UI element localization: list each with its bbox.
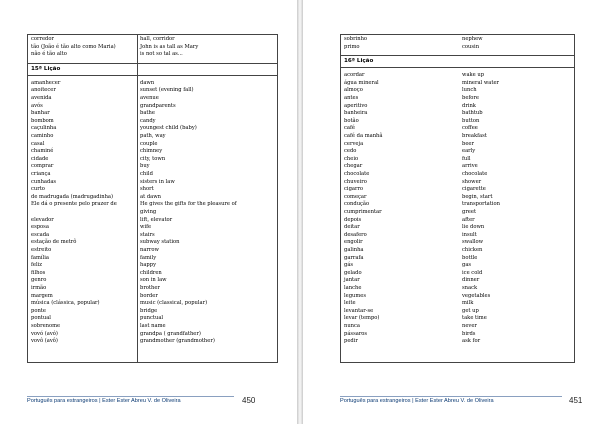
term-portuguese: cigarro	[344, 186, 364, 193]
term-english: gas	[462, 262, 472, 269]
term-english: subway station	[140, 239, 180, 246]
term-english: take time	[462, 315, 487, 322]
page-number: 451	[569, 396, 583, 405]
term-portuguese: chegar	[344, 163, 363, 170]
term-portuguese: escada	[31, 231, 50, 238]
term-portuguese: de madrugada (madrugadinha)	[31, 193, 114, 200]
term-english: dawn	[140, 79, 155, 86]
term-english: full	[462, 155, 471, 162]
term-english: sunset (evening fall)	[140, 87, 194, 94]
term-portuguese: galinha	[344, 247, 364, 253]
term-portuguese: cerveja	[344, 140, 364, 147]
term-portuguese: pedir	[344, 338, 358, 345]
term-portuguese: banhar	[31, 110, 50, 117]
term-portuguese: leite	[344, 300, 356, 307]
term-portuguese: levar (tempo)	[344, 315, 380, 322]
term-portuguese: música (clássica, popular)	[31, 300, 100, 307]
term-portuguese: chocolate	[344, 171, 370, 177]
term-english: bridge	[140, 307, 158, 314]
term-english: cousin	[462, 43, 480, 50]
term-portuguese: cunhadas	[31, 178, 57, 185]
term-portuguese: esposa	[31, 224, 49, 231]
term-english: He gives the gifts for the pleasure of	[140, 201, 237, 208]
term-portuguese: bombom	[31, 117, 54, 124]
term-english: child	[140, 171, 153, 177]
term-portuguese: aperitivo	[344, 102, 368, 109]
term-portuguese: feliz	[31, 262, 43, 269]
term-english: youngest child (baby)	[140, 125, 197, 132]
term-portuguese: gelado	[344, 269, 362, 276]
term-portuguese: cheio	[344, 155, 359, 162]
term-portuguese: estação de metrô	[31, 239, 77, 246]
term-portuguese: ponte	[31, 307, 46, 314]
term-portuguese: avenida	[31, 95, 52, 101]
term-portuguese: gás	[344, 262, 354, 269]
term-english: beer	[462, 140, 474, 147]
term-portuguese: jantar	[344, 277, 360, 284]
term-portuguese: antes	[344, 95, 359, 101]
term-english: wife	[140, 224, 152, 231]
term-english: John is as tall as Mary	[140, 43, 199, 50]
term-english: shower	[462, 178, 482, 185]
term-english: dinner	[462, 277, 480, 284]
term-portuguese: banheira	[344, 110, 368, 117]
term-portuguese: vovô (avô)	[31, 338, 58, 345]
glossary-table-right	[340, 34, 575, 363]
term-english: hall, corridor	[140, 36, 175, 42]
term-english: coffee	[462, 125, 478, 132]
term-english: birds	[462, 330, 476, 337]
term-portuguese: corredor	[31, 36, 54, 42]
term-portuguese: margem	[31, 292, 53, 299]
term-english: snack	[462, 285, 478, 291]
term-english: lift, elevator	[140, 216, 173, 223]
term-portuguese: família	[31, 254, 50, 261]
term-english: buy	[140, 163, 150, 170]
term-english: candy	[140, 117, 156, 124]
term-portuguese: primo	[344, 43, 360, 50]
term-english: early	[462, 148, 476, 155]
term-english: family	[140, 254, 157, 261]
term-english: ice cold	[462, 269, 483, 276]
footer-rule	[340, 396, 562, 397]
term-portuguese: café	[344, 125, 355, 132]
term-english: happy	[140, 262, 157, 269]
section-divider	[341, 55, 574, 56]
term-english: stairs	[140, 231, 155, 238]
term-english: vegetables	[462, 292, 491, 299]
term-english: mineral water	[462, 79, 500, 86]
term-portuguese: cumprimentar	[344, 209, 382, 215]
term-english: is not so tal as...	[140, 51, 183, 58]
term-english: path, way	[140, 133, 166, 139]
term-portuguese: casal	[31, 140, 45, 147]
term-english: lunch	[462, 87, 477, 94]
term-english: narrow	[140, 247, 159, 253]
term-portuguese: irmão	[31, 285, 47, 291]
term-english: music (classical, popular)	[140, 300, 208, 307]
term-english: couple	[140, 140, 158, 147]
term-english: insult	[462, 231, 477, 238]
term-english: sisters in law	[140, 178, 175, 185]
term-portuguese: avós	[31, 102, 43, 109]
term-english: at dawn	[140, 193, 162, 200]
term-english: bottle	[462, 254, 478, 261]
footer-text: Português para estrangeiros | Ester Ester Abreu V. de Oliveira	[340, 398, 494, 404]
term-english: brother	[140, 285, 160, 291]
page-number: 450	[242, 396, 256, 405]
term-portuguese: vovó (avó)	[31, 330, 58, 337]
term-english: punctual	[140, 315, 164, 322]
term-portuguese: almoço	[344, 87, 363, 94]
term-english: nephew	[462, 36, 483, 42]
term-portuguese: amanhecer	[31, 79, 61, 86]
term-portuguese: acordar	[344, 72, 365, 79]
term-english: milk	[462, 300, 474, 307]
term-portuguese: tão (João é tão alto como Maria)	[31, 43, 116, 50]
term-portuguese: anoitecer	[31, 87, 56, 94]
term-english: greet	[462, 209, 477, 215]
term-portuguese: não é tão alto	[31, 51, 67, 58]
term-english: begin, start	[462, 193, 493, 200]
term-english: chicken	[462, 247, 483, 253]
term-portuguese: curto	[31, 186, 45, 193]
term-portuguese: chaminé	[31, 148, 54, 155]
term-english: city, town	[140, 155, 166, 162]
lesson-title: 15ª Lição	[31, 65, 61, 72]
term-portuguese: Ele dá o presente pelo prazer de	[31, 201, 117, 208]
term-english: son in law	[140, 277, 167, 284]
term-english: drink	[462, 102, 476, 109]
term-portuguese: engolir	[344, 239, 363, 246]
term-english: short	[140, 186, 154, 193]
term-english: giving	[140, 209, 157, 215]
lesson-title: 16ª Lição	[344, 58, 374, 65]
term-english: chimney	[140, 148, 163, 155]
term-portuguese: botão	[344, 117, 359, 124]
glossary-table-left	[27, 34, 278, 363]
term-portuguese: cedo	[344, 148, 357, 155]
term-portuguese: condução	[344, 201, 370, 208]
term-english: transportation	[462, 201, 500, 208]
term-portuguese: criança	[31, 171, 51, 177]
term-english: avenue	[140, 95, 159, 101]
term-english: swallow	[462, 239, 484, 246]
footer-text: Português para estrangeiros | Ester Ester Abreu V. de Oliveira	[27, 398, 181, 404]
term-portuguese: legumes	[344, 292, 367, 299]
term-portuguese: deitar	[344, 224, 360, 231]
term-portuguese: caminho	[31, 133, 54, 139]
term-portuguese: nunca	[344, 323, 361, 329]
term-english: arrive	[462, 163, 478, 170]
term-english: grandparents	[140, 102, 176, 109]
term-english: chocolate	[462, 171, 488, 177]
left-page	[0, 0, 297, 424]
term-portuguese: comprar	[31, 163, 54, 170]
section-divider	[28, 75, 277, 76]
term-portuguese: cidade	[31, 155, 49, 162]
term-portuguese: sobrenome	[31, 323, 61, 329]
term-portuguese: café da manhã	[344, 133, 383, 139]
term-portuguese: pontual	[31, 315, 51, 322]
term-english: grandmother (grandmother)	[140, 338, 215, 345]
term-english: last name	[140, 323, 166, 329]
term-english: after	[462, 216, 475, 223]
term-portuguese: lanche	[344, 285, 362, 291]
term-english: border	[140, 292, 158, 299]
term-portuguese: água mineral	[344, 79, 379, 86]
term-portuguese: sobrinho	[344, 36, 368, 42]
term-english: ask for	[462, 338, 481, 345]
term-portuguese: desafero	[344, 231, 367, 238]
footer-rule	[27, 396, 234, 397]
term-english: before	[462, 95, 479, 101]
term-portuguese: filhos	[31, 269, 46, 276]
section-divider	[341, 67, 574, 68]
term-portuguese: começar	[344, 193, 367, 200]
term-english: grandpa ( grandfather)	[140, 330, 201, 337]
term-portuguese: estreito	[31, 247, 52, 253]
term-portuguese: chuveiro	[344, 178, 367, 185]
term-portuguese: elevador	[31, 216, 54, 223]
term-portuguese: genro	[31, 277, 47, 284]
term-portuguese: caçulinha	[31, 125, 57, 132]
term-portuguese: depois	[344, 216, 362, 223]
term-portuguese: levantar-se	[344, 307, 374, 314]
section-divider	[28, 63, 277, 64]
term-english: button	[462, 117, 480, 124]
term-english: bathe	[140, 110, 155, 117]
term-english: never	[462, 323, 477, 329]
term-portuguese: garrafa	[344, 254, 364, 261]
term-english: children	[140, 269, 162, 276]
term-english: cigarette	[462, 186, 486, 193]
term-english: get up	[462, 307, 479, 314]
term-english: bathtub	[462, 110, 483, 117]
term-english: wake up	[462, 72, 485, 79]
term-english: breakfast	[462, 133, 487, 139]
term-english: lie down	[462, 224, 485, 231]
term-portuguese: pássaros	[344, 330, 368, 337]
